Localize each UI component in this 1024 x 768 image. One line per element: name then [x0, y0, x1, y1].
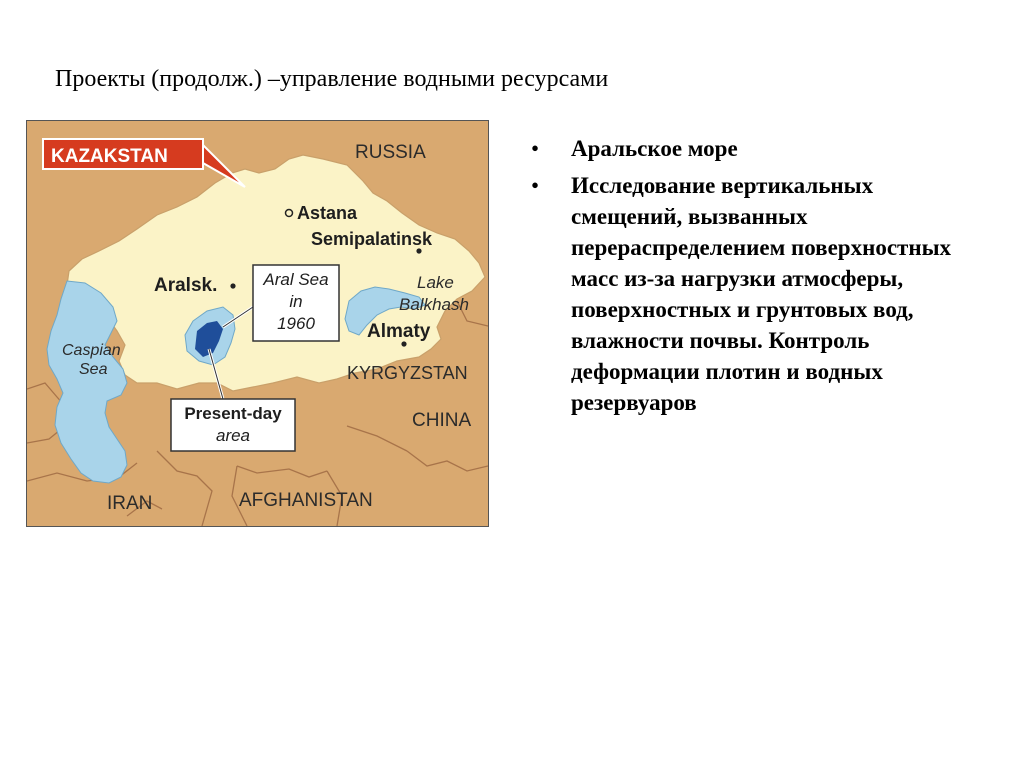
label-semipalatinsk: Semipalatinsk	[311, 229, 433, 249]
label-lake-line2: Balkhash	[399, 295, 469, 314]
label-caspian-line2: Sea	[79, 361, 108, 378]
bullet-marker: •	[531, 136, 540, 161]
label-kyrgyzstan: KYRGYZSTAN	[347, 363, 468, 383]
label-aralsk: Aralsk.	[154, 275, 218, 296]
almaty-dot	[401, 341, 406, 346]
country-tag-label: KAZAKSTAN	[51, 146, 168, 167]
callout-1960-line2: in	[289, 292, 303, 311]
bullet-marker: •	[531, 173, 540, 198]
label-almaty: Almaty	[367, 321, 431, 342]
callout-1960-line1: Aral Sea	[263, 270, 329, 289]
bullet-text: Исследование вертикальных смещений, вызванных перераспределением поверхностных масс из-за нагрузки атмосферы, поверхностных и грунтовых вод, влажности почвы. Контроль деформации плотин и водных резервуаров	[571, 173, 952, 415]
bullet-item	[531, 133, 971, 164]
semipalatinsk-dot	[416, 248, 421, 253]
bullet-list	[531, 133, 971, 424]
label-caspian-line1: Caspian	[62, 342, 121, 359]
bullet-item	[531, 170, 971, 418]
callout-1960-line3: 1960	[277, 314, 315, 333]
label-afghanistan: AFGHANISTAN	[239, 490, 373, 511]
callout-present-line1: Present-day	[184, 404, 282, 423]
slide-title: Проекты (продолж.) –управление водными ресурсами	[55, 66, 609, 92]
bullet-text: Аральское море	[571, 136, 738, 161]
label-china: CHINA	[412, 410, 472, 431]
kazakhstan-map	[26, 120, 489, 527]
callout-present-line2: area	[215, 426, 251, 445]
label-astana: Astana	[297, 203, 358, 223]
label-lake-line1: Lake	[417, 273, 454, 292]
aralsk-dot	[230, 283, 235, 288]
label-iran: IRAN	[107, 493, 153, 514]
label-russia: RUSSIA	[355, 142, 426, 163]
